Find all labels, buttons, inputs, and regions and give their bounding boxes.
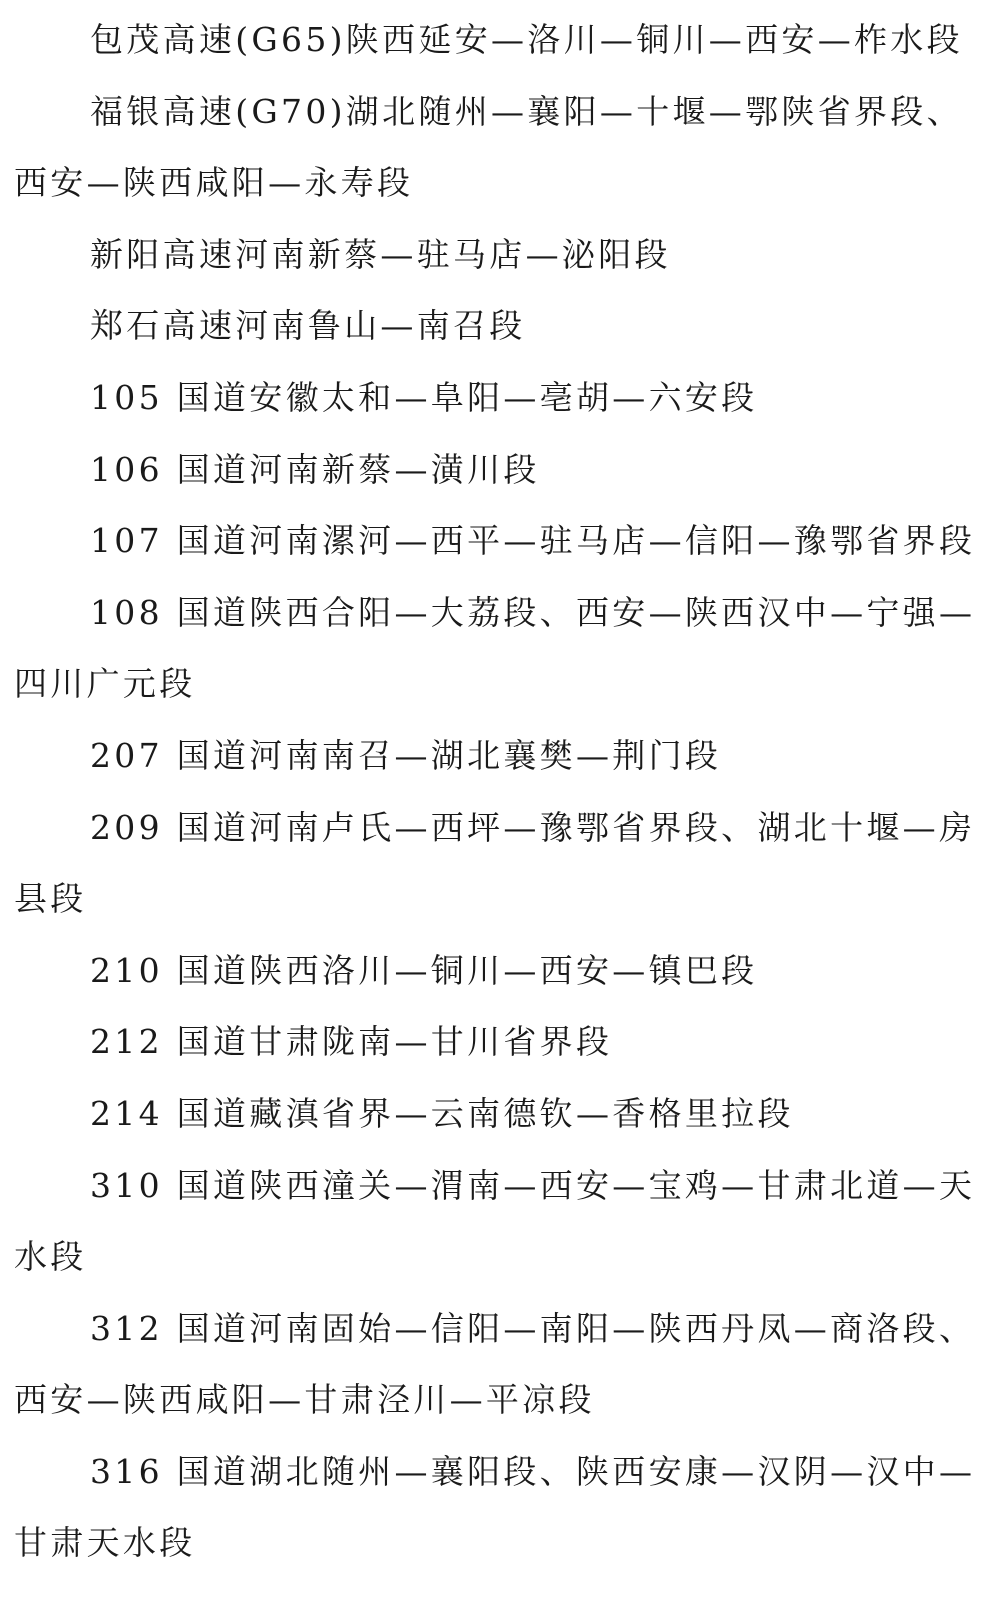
- text-line-continuation: 西安—陕西咸阳—永寿段: [14, 163, 414, 203]
- text-line: 207 国道河南南召—湖北襄樊—荆门段: [90, 735, 722, 775]
- paragraph-210: [14, 935, 977, 1007]
- paragraph-106: [14, 434, 977, 506]
- text-line: 福银高速(G70)湖北随州—襄阳—十堰—鄂陕省界段、: [90, 91, 963, 131]
- paragraph-214: [14, 1078, 977, 1150]
- text-line: 新阳高速河南新蔡—驻马店—泌阳段: [90, 234, 671, 274]
- text-line: 210 国道陕西洛川—铜川—西安—镇巴段: [90, 950, 758, 990]
- text-line: 106 国道河南新蔡—潢川段: [90, 449, 540, 489]
- paragraph-310: [14, 1150, 977, 1293]
- text-line: 310 国道陕西潼关—渭南—西安—宝鸡—甘肃北道—天: [90, 1165, 976, 1205]
- paragraph-207: [14, 720, 977, 792]
- paragraph-209: [14, 792, 977, 935]
- text-line-continuation: 西安—陕西咸阳—甘肃泾川—平凉段: [14, 1380, 595, 1420]
- text-line-continuation: 四川广元段: [14, 664, 196, 704]
- text-line: 212 国道甘肃陇南—甘川省界段: [90, 1022, 613, 1062]
- paragraph-107: [14, 505, 977, 577]
- text-line: 107 国道河南漯河—西平—驻马店—信阳—豫鄂省界段: [90, 521, 976, 561]
- text-line-continuation: 甘肃天水段: [14, 1523, 196, 1563]
- paragraph-312: [14, 1293, 977, 1436]
- text-line: 209 国道河南卢氏—西坪—豫鄂省界段、湖北十堰—房: [90, 807, 976, 847]
- paragraph-g70: [14, 76, 977, 219]
- paragraph-g65: [14, 4, 977, 76]
- text-line: 108 国道陕西合阳—大荔段、西安—陕西汉中—宁强—: [90, 592, 976, 632]
- paragraph-108: [14, 577, 977, 720]
- text-line: 214 国道藏滇省界—云南德钦—香格里拉段: [90, 1093, 794, 1133]
- paragraph-212: [14, 1006, 977, 1078]
- text-line: 312 国道河南固始—信阳—南阳—陕西丹凤—商洛段、: [90, 1308, 976, 1348]
- text-line: 包茂高速(G65)陕西延安—洛川—铜川—西安—柞水段: [90, 20, 963, 59]
- text-line: 105 国道安徽太和—阜阳—亳胡—六安段: [90, 377, 758, 417]
- text-line: 316 国道湖北随州—襄阳段、陕西安康—汉阴—汉中—: [90, 1451, 976, 1491]
- paragraph-zhengshi: [14, 290, 977, 362]
- paragraph-105: [14, 362, 977, 434]
- text-line-continuation: 县段: [14, 879, 87, 919]
- paragraph-xinyang: [14, 219, 977, 291]
- text-line: 郑石高速河南鲁山—南召段: [90, 306, 526, 346]
- text-line-continuation: 水段: [14, 1237, 87, 1277]
- paragraph-316: [14, 1436, 977, 1579]
